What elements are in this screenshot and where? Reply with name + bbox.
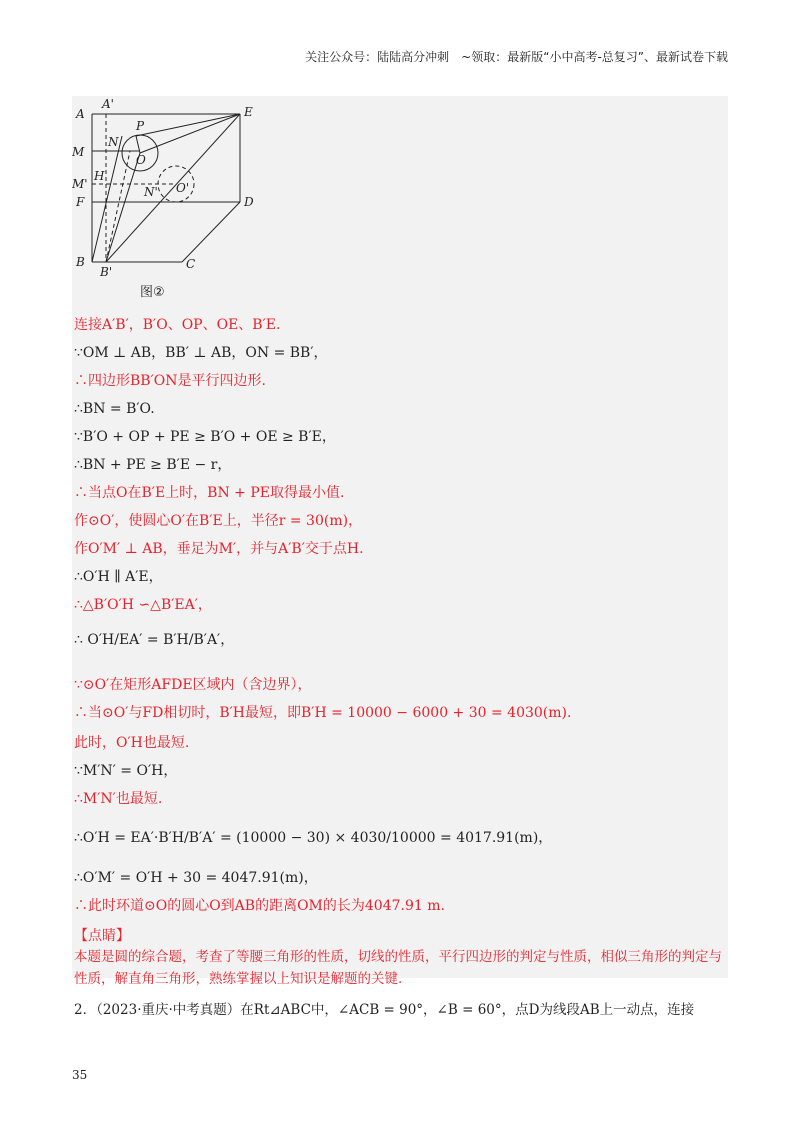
label-o-prime: O' xyxy=(176,181,190,195)
tip-title: 【点睛】 xyxy=(74,928,130,944)
label-b: B xyxy=(76,255,85,269)
label-a: A xyxy=(76,107,85,121)
solution-line: ∴四边形BB′ON是平行四边形. xyxy=(74,373,266,389)
label-e: E xyxy=(244,105,253,119)
solution-line: ∵OM ⊥ AB，BB′ ⊥ AB，ON = BB′， xyxy=(74,345,328,361)
label-b-prime: B' xyxy=(100,265,113,279)
solution-line: 作O′M′ ⊥ AB，垂足为M′，并与A′B′交于点H. xyxy=(74,541,364,557)
page-header: 关注公众号：陆陆高分冲刺 ~领取：最新版“小中高考-总复习”、最新试卷下载 xyxy=(305,50,728,64)
label-a-prime: A' xyxy=(102,97,114,111)
label-n-prime: N' xyxy=(144,185,158,199)
figure-caption: 图② xyxy=(140,285,165,300)
tip-body: 本题是圆的综合题，考查了等腰三角形的性质，切线的性质，平行四边形的判定与性质，相似三角形的判定与性质，解直角三角形，熟练掌握以上知识是解题的关键. xyxy=(74,949,722,987)
solution-line: 连接A′B′，B′O、OP、OE、B′E. xyxy=(74,317,281,333)
solution-line: ∴BN = B′O. xyxy=(74,401,155,417)
solution-line: ∴O′M′ = O′H + 30 = 4047.91(m)， xyxy=(74,870,318,886)
solution-line: ∴O′H = EA′·B′H/B′A′ = (10000 − 30) × 4030/10000 = 4017.91(m)， xyxy=(74,830,553,846)
page-number: 35 xyxy=(72,1068,88,1082)
solution-line: 作⊙O′，使圆心O′在B′E上，半径r = 30(m)， xyxy=(74,513,363,529)
label-o: O xyxy=(136,153,146,167)
solution-line: ∴BN + PE ≥ B′E − r， xyxy=(74,457,232,473)
solution-line: ∵M′N′ = O′H， xyxy=(74,763,178,779)
solution-line: ∴O′H ∥ A′E， xyxy=(74,569,163,585)
solution-line: ∵B′O + OP + PE ≥ B′O + OE ≥ B′E， xyxy=(74,429,336,445)
solution-line: ∴当⊙O′与FD相切时，B′H最短，即B′H = 10000 − 6000 + 30 = 4030(m). xyxy=(74,705,572,721)
question-2: 2．（2023·重庆·中考真题）在Rt⊿ABC中，∠ACB = 90°，∠B = 60°，点D为线段AB上一动点，连接 xyxy=(74,1002,695,1018)
solution-line: ∵⊙O′在矩形AFDE区域内（含边界）， xyxy=(74,677,312,693)
solution-line: ∴ O′H/EA′ = B′H/B′A′， xyxy=(74,632,235,648)
label-n: N xyxy=(108,135,119,149)
label-p: P xyxy=(136,119,145,133)
geometry-figure xyxy=(72,96,272,306)
solution-line: ∴M′N′也最短. xyxy=(74,791,163,807)
label-d: D xyxy=(244,195,254,209)
solution-line: 此时，O′H也最短. xyxy=(74,735,190,751)
solution-line: ∴此时环道⊙O的圆心O到AB的距离OM的长为4047.91 m. xyxy=(74,898,445,914)
label-m: M xyxy=(72,145,85,159)
solution-line: ∴当点O在B′E上时，BN + PE取得最小值. xyxy=(74,485,345,501)
label-f: F xyxy=(76,195,85,209)
label-m-prime: M' xyxy=(72,177,88,191)
solution-line: ∴△B′O′H ∽△B′EA′， xyxy=(74,597,212,613)
label-h: H xyxy=(94,169,105,183)
label-c: C xyxy=(186,257,196,271)
